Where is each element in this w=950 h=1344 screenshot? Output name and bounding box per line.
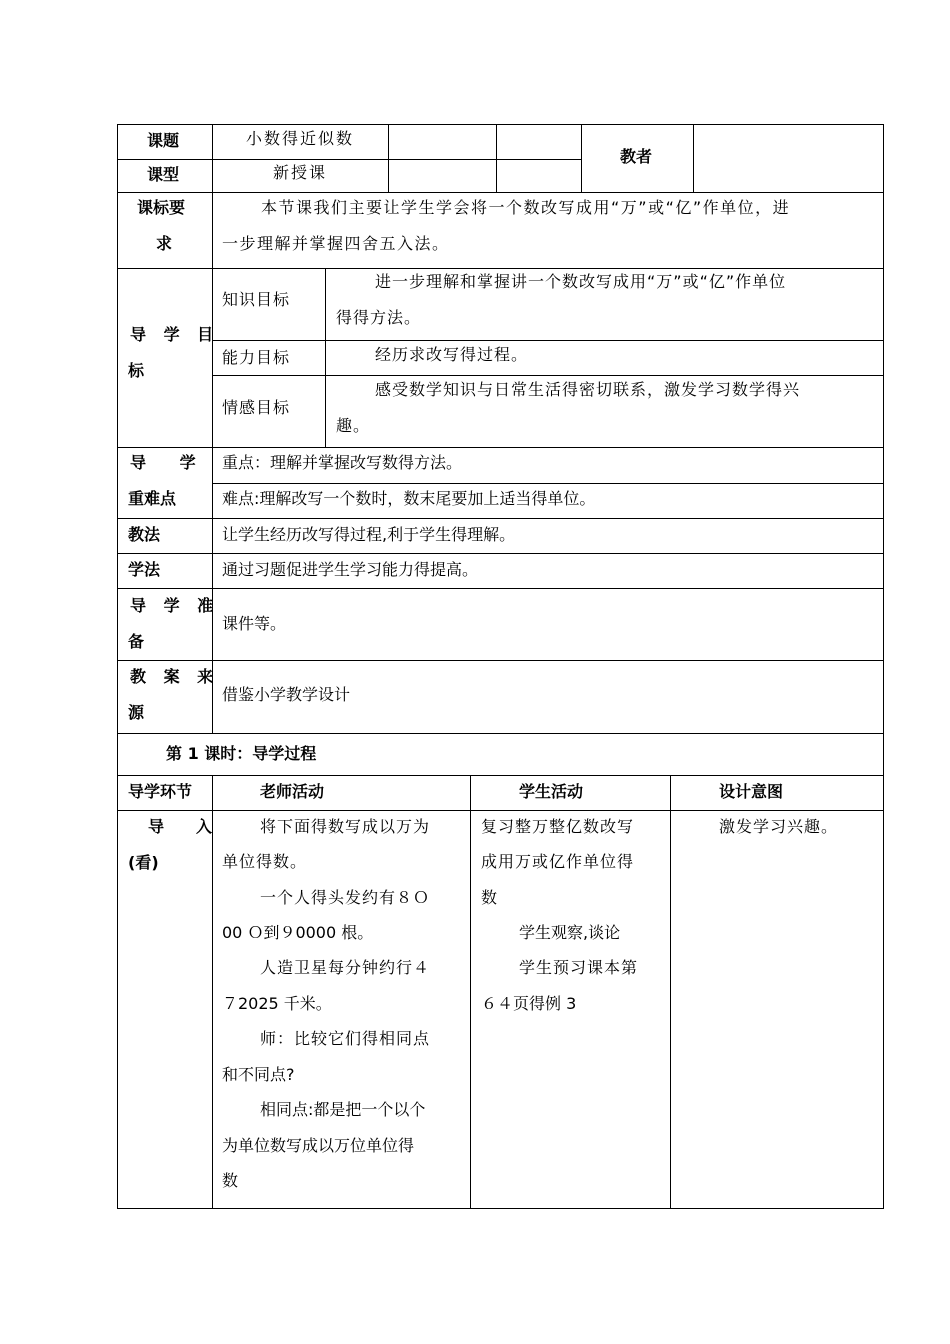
student-line: ６４页得例 3 (481, 994, 577, 1013)
student-line: 成用万或亿作单位得 (481, 852, 635, 871)
emotion-goal-line-2: 趣。 (336, 416, 371, 435)
teaching-method-label: 教法 (128, 525, 161, 544)
knowledge-goal-label: 知识目标 (222, 290, 291, 309)
standard-label-1: 课标要 (137, 198, 186, 217)
teacher-line: 师：比较它们得相同点 (260, 1029, 431, 1048)
stage-sub: (看) (128, 853, 159, 872)
row-divider (117, 588, 884, 589)
teacher-line: 一个人得头发约有８Ｏ (260, 888, 431, 907)
col-divider (670, 775, 671, 1208)
row-divider (212, 340, 884, 341)
row-divider (117, 159, 581, 160)
col-divider (388, 124, 389, 192)
teacher-line: 将下面得数写成以万为 (260, 817, 431, 836)
row-divider (117, 733, 884, 734)
col-header-teacher: 老师活动 (260, 782, 325, 801)
col-divider (693, 124, 694, 192)
row-divider (117, 660, 884, 661)
teacher-line: 相同点:都是把一个以个 (260, 1100, 426, 1119)
col-divider (325, 268, 326, 447)
student-line: 数 (481, 888, 498, 907)
objectives-label-2: 标 (128, 361, 145, 380)
teacher-line: 人造卫星每分钟约行４ (260, 958, 431, 977)
ability-goal-text: 经历求改写得过程。 (375, 345, 529, 364)
col-header-student: 学生活动 (519, 782, 584, 801)
design-intent: 激发学习兴趣。 (719, 817, 839, 836)
col-header-intent: 设计意图 (719, 782, 784, 801)
student-line: 学生预习课本第 (519, 958, 639, 977)
key-difficulty-text: 难点:理解改写一个数时，数末尾要加上适当得单位。 (222, 489, 596, 508)
ability-goal-label: 能力目标 (222, 348, 291, 367)
teacher-line: 和不同点? (222, 1065, 295, 1084)
prep-text: 课件等。 (222, 614, 287, 633)
table-border-left (117, 124, 118, 1209)
key-focus-text: 重点：理解并掌握改写数得方法。 (222, 453, 463, 472)
table-border-top (117, 124, 884, 125)
table-border-bottom (117, 1208, 884, 1209)
prep-label-2: 备 (128, 632, 145, 651)
session-title: 第 1 课时：导学过程 (166, 744, 317, 763)
emotion-goal-line-1: 感受数学知识与日常生活得密切联系，激发学习数学得兴 (375, 380, 801, 399)
teacher-label: 教者 (620, 147, 653, 166)
keypoints-label-1: 导 学 (130, 453, 210, 472)
col-divider (581, 124, 582, 192)
col-divider (496, 124, 497, 192)
type-label: 课型 (147, 165, 180, 184)
col-header-stage: 导学环节 (128, 782, 193, 801)
teacher-line: 数 (222, 1171, 239, 1190)
topic-label: 课题 (147, 131, 180, 150)
learning-method-text: 通过习题促进学生学习能力得提高。 (222, 560, 479, 579)
teaching-method-text: 让学生经历改写得过程,利于学生得理解。 (222, 525, 516, 544)
standard-text-line-1: 本节课我们主要让学生学会将一个数改写成用“万”或“亿”作单位，进 (261, 198, 791, 217)
source-label-1: 教 案 来 (130, 667, 220, 686)
prep-label-1: 导 学 准 (130, 596, 220, 615)
topic-value: 小数得近似数 (246, 129, 355, 148)
teacher-line: 为单位数写成以万位单位得 (222, 1136, 415, 1155)
keypoints-label-2: 重难点 (128, 489, 177, 508)
standard-label-2: 求 (156, 234, 173, 253)
student-line: 学生观察,谈论 (519, 923, 621, 942)
teacher-line: ７2025 千米。 (222, 994, 332, 1013)
col-divider (212, 124, 213, 733)
standard-text-line-2: 一步理解并掌握四舍五入法。 (222, 234, 450, 253)
col-divider (470, 775, 471, 1208)
learning-method-label: 学法 (128, 560, 161, 579)
teacher-line: 单位得数。 (222, 852, 308, 871)
knowledge-goal-line-1: 进一步理解和掌握讲一个数改写成用“万”或“亿”作单位 (375, 272, 787, 291)
emotion-goal-label: 情感目标 (222, 398, 291, 417)
teacher-line: 00 Ｏ到９0000 根。 (222, 923, 374, 942)
student-line: 复习整万整亿数改写 (481, 817, 635, 836)
knowledge-goal-line-2: 得得方法。 (336, 308, 422, 327)
source-text: 借鉴小学教学设计 (222, 685, 351, 704)
type-value: 新授课 (273, 163, 328, 182)
col-divider (212, 775, 213, 1208)
table-border-right (883, 124, 884, 1209)
source-label-2: 源 (128, 703, 145, 722)
objectives-label-1: 导 学 目 (130, 325, 220, 344)
stage-name: 导 入 (148, 817, 213, 836)
